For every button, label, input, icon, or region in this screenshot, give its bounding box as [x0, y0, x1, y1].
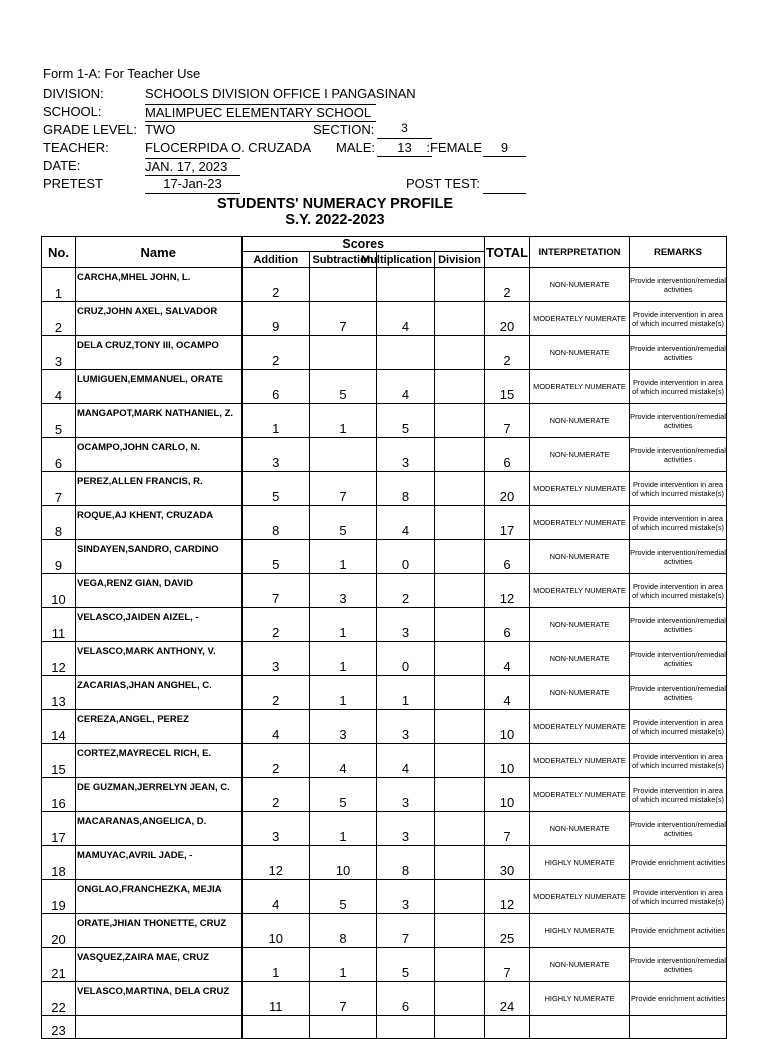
score-total: 10: [485, 710, 530, 744]
score-subtraction: 1: [310, 540, 377, 574]
score-total: 4: [485, 642, 530, 676]
score-multiplication: 4: [377, 744, 435, 778]
score-multiplication: 3: [377, 710, 435, 744]
remarks: Provide intervention/remedial activities: [630, 268, 727, 302]
student-name: DE GUZMAN,JERRELYN JEAN, C.: [76, 778, 242, 812]
score-multiplication: 4: [377, 370, 435, 404]
table-row: [42, 540, 727, 574]
score-total: [485, 1016, 530, 1039]
division-label: DIVISION:: [43, 86, 104, 101]
score-subtraction: 3: [310, 710, 377, 744]
score-division: [435, 948, 485, 982]
score-subtraction: 1: [310, 642, 377, 676]
score-addition: 3: [242, 812, 310, 846]
score-multiplication: 8: [377, 846, 435, 880]
row-number: 14: [42, 710, 76, 744]
score-multiplication: 3: [377, 880, 435, 914]
score-total: 6: [485, 540, 530, 574]
interpretation: MODERATELY NUMERATE: [530, 710, 630, 744]
score-addition: 8: [242, 506, 310, 540]
score-division: [435, 336, 485, 370]
score-division: [435, 438, 485, 472]
date-label: DATE:: [43, 158, 81, 173]
score-addition: 7: [242, 574, 310, 608]
score-subtraction: 10: [310, 846, 377, 880]
section-label: SECTION:: [313, 122, 375, 137]
score-multiplication: 0: [377, 540, 435, 574]
remarks: Provide intervention/remedial activities: [630, 642, 727, 676]
table-row: [42, 642, 727, 676]
remarks: Provide enrichment activities: [630, 846, 727, 880]
score-total: 2: [485, 268, 530, 302]
remarks: Provide intervention/remedial activities: [630, 948, 727, 982]
interpretation: [530, 1016, 630, 1039]
score-addition: 2: [242, 268, 310, 302]
table-row: [42, 778, 727, 812]
male-count: 13: [377, 140, 432, 157]
remarks: Provide intervention/remedial activities: [630, 438, 727, 472]
score-subtraction: 1: [310, 948, 377, 982]
student-name: ROQUE,AJ KHENT, CRUZADA: [76, 506, 242, 540]
row-number: 8: [42, 506, 76, 540]
score-total: 4: [485, 676, 530, 710]
interpretation: MODERATELY NUMERATE: [530, 472, 630, 506]
post-test-value: [483, 176, 526, 194]
score-subtraction: 1: [310, 608, 377, 642]
score-total: 15: [485, 370, 530, 404]
student-name: CEREZA,ANGEL, PEREZ: [76, 710, 242, 744]
interpretation: MODERATELY NUMERATE: [530, 302, 630, 336]
score-addition: 10: [242, 914, 310, 948]
score-multiplication: 1: [377, 676, 435, 710]
score-addition: 2: [242, 778, 310, 812]
remarks: Provide intervention in area of which incurred mistake(s): [630, 880, 727, 914]
school-value: MALIMPUEC ELEMENTARY SCHOOL: [145, 104, 376, 122]
score-addition: 2: [242, 608, 310, 642]
score-multiplication: 5: [377, 404, 435, 438]
row-number: 22: [42, 982, 76, 1016]
interpretation: NON-NUMERATE: [530, 642, 630, 676]
row-number: 21: [42, 948, 76, 982]
row-number: 15: [42, 744, 76, 778]
row-number: 19: [42, 880, 76, 914]
table-row: [42, 744, 727, 778]
score-addition: 3: [242, 642, 310, 676]
table-row: [42, 302, 727, 336]
student-name: CORTEZ,MAYRECEL RICH, E.: [76, 744, 242, 778]
remarks: Provide intervention/remedial activities: [630, 812, 727, 846]
table-row: [42, 472, 727, 506]
row-number: 18: [42, 846, 76, 880]
score-subtraction: 5: [310, 370, 377, 404]
row-number: 11: [42, 608, 76, 642]
score-division: [435, 880, 485, 914]
score-multiplication: [377, 268, 435, 302]
score-addition: 2: [242, 336, 310, 370]
col-header-remarks: REMARKS: [630, 237, 727, 268]
remarks: Provide intervention/remedial activities: [630, 608, 727, 642]
remarks: Provide enrichment activities: [630, 982, 727, 1016]
female-count: 9: [483, 140, 526, 157]
student-name: [76, 1016, 242, 1039]
score-division: [435, 268, 485, 302]
interpretation: HIGHLY NUMERATE: [530, 914, 630, 948]
row-number: 4: [42, 370, 76, 404]
date-value: JAN. 17, 2023: [145, 158, 240, 176]
score-subtraction: 1: [310, 676, 377, 710]
table-row: [42, 608, 727, 642]
score-multiplication: 3: [377, 608, 435, 642]
score-division: [435, 506, 485, 540]
score-addition: 11: [242, 982, 310, 1016]
pretest-value: 17-Jan-23: [145, 176, 240, 194]
table-row: [42, 880, 727, 914]
score-subtraction: 7: [310, 302, 377, 336]
row-number: 1: [42, 268, 76, 302]
score-addition: 2: [242, 744, 310, 778]
score-division: [435, 370, 485, 404]
interpretation: HIGHLY NUMERATE: [530, 982, 630, 1016]
score-subtraction: [310, 268, 377, 302]
score-addition: 6: [242, 370, 310, 404]
score-total: 24: [485, 982, 530, 1016]
remarks: [630, 1016, 727, 1039]
page-title: STUDENTS' NUMERACY PROFILE: [216, 196, 453, 212]
row-number: 12: [42, 642, 76, 676]
score-subtraction: 4: [310, 744, 377, 778]
student-name: ORATE,JHIAN THONETTE, CRUZ: [76, 914, 242, 948]
row-number: 2: [42, 302, 76, 336]
score-division: [435, 914, 485, 948]
score-multiplication: 5: [377, 948, 435, 982]
student-name: CRUZ,JOHN AXEL, SALVADOR: [76, 302, 242, 336]
score-division: [435, 1016, 485, 1039]
remarks: Provide intervention in area of which incurred mistake(s): [630, 574, 727, 608]
score-division: [435, 608, 485, 642]
col-header-scores: Scores: [242, 237, 485, 252]
score-multiplication: 7: [377, 914, 435, 948]
score-addition: 1: [242, 404, 310, 438]
student-name: VASQUEZ,ZAIRA MAE, CRUZ: [76, 948, 242, 982]
interpretation: NON-NUMERATE: [530, 540, 630, 574]
table-row: [42, 914, 727, 948]
score-addition: 2: [242, 676, 310, 710]
score-addition: 4: [242, 880, 310, 914]
interpretation: MODERATELY NUMERATE: [530, 506, 630, 540]
score-subtraction: [310, 1016, 377, 1039]
score-addition: 12: [242, 846, 310, 880]
interpretation: NON-NUMERATE: [530, 676, 630, 710]
score-subtraction: [310, 438, 377, 472]
score-total: 30: [485, 846, 530, 880]
score-total: 12: [485, 880, 530, 914]
table-row: [42, 370, 727, 404]
table-row: [42, 948, 727, 982]
student-name: MACARANAS,ANGELICA, D.: [76, 812, 242, 846]
table-row: [42, 846, 727, 880]
score-total: 10: [485, 744, 530, 778]
student-name: SINDAYEN,SANDRO, CARDINO: [76, 540, 242, 574]
score-total: 7: [485, 404, 530, 438]
row-number: 5: [42, 404, 76, 438]
remarks: Provide intervention in area of which incurred mistake(s): [630, 710, 727, 744]
score-subtraction: 8: [310, 914, 377, 948]
remarks: Provide intervention in area of which incurred mistake(s): [630, 778, 727, 812]
score-total: 20: [485, 302, 530, 336]
score-total: 7: [485, 812, 530, 846]
student-name: VELASCO,MARK ANTHONY, V.: [76, 642, 242, 676]
score-multiplication: 6: [377, 982, 435, 1016]
table-row: [42, 982, 727, 1016]
table-row: [42, 268, 727, 302]
score-subtraction: 3: [310, 574, 377, 608]
remarks: Provide intervention in area of which incurred mistake(s): [630, 472, 727, 506]
score-division: [435, 574, 485, 608]
student-name: VELASCO,MARTINA, DELA CRUZ: [76, 982, 242, 1016]
page-subtitle: S.Y. 2022-2023: [285, 212, 385, 228]
score-division: [435, 404, 485, 438]
score-multiplication: [377, 1016, 435, 1039]
table-row: [42, 404, 727, 438]
table-row: [42, 710, 727, 744]
score-subtraction: 5: [310, 506, 377, 540]
score-total: 6: [485, 608, 530, 642]
pretest-label: PRETEST: [43, 176, 103, 191]
score-division: [435, 642, 485, 676]
score-subtraction: 1: [310, 812, 377, 846]
division-value: SCHOOLS DIVISION OFFICE I PANGASINAN: [145, 86, 416, 101]
table-row: [42, 506, 727, 540]
table-row: [42, 812, 727, 846]
col-header-addition: Addition: [242, 252, 310, 268]
score-subtraction: 7: [310, 982, 377, 1016]
score-multiplication: 2: [377, 574, 435, 608]
score-division: [435, 812, 485, 846]
row-number: 23: [42, 1016, 76, 1039]
remarks: Provide intervention in area of which incurred mistake(s): [630, 744, 727, 778]
remarks: Provide intervention/remedial activities: [630, 540, 727, 574]
numeracy-table: [41, 236, 727, 1039]
interpretation: MODERATELY NUMERATE: [530, 744, 630, 778]
score-division: [435, 744, 485, 778]
row-number: 17: [42, 812, 76, 846]
score-subtraction: [310, 336, 377, 370]
teacher-label: TEACHER:: [43, 140, 109, 155]
remarks: Provide intervention in area of which incurred mistake(s): [630, 302, 727, 336]
score-subtraction: 7: [310, 472, 377, 506]
row-number: 13: [42, 676, 76, 710]
table-row: [42, 676, 727, 710]
score-division: [435, 472, 485, 506]
female-label: FEMALE:: [426, 140, 482, 155]
col-header-division: Division: [435, 252, 485, 268]
score-subtraction: 5: [310, 778, 377, 812]
score-total: 6: [485, 438, 530, 472]
col-header-interpretation: INTERPRETATION: [530, 237, 630, 268]
interpretation: MODERATELY NUMERATE: [530, 778, 630, 812]
score-addition: 5: [242, 472, 310, 506]
student-name: VEGA,RENZ GIAN, DAVID: [76, 574, 242, 608]
row-number: 16: [42, 778, 76, 812]
score-total: 7: [485, 948, 530, 982]
student-name: CARCHA,MHEL JOHN, L.: [76, 268, 242, 302]
student-name: MAMUYAC,AVRIL JADE, -: [76, 846, 242, 880]
post-test-label: POST TEST:: [406, 176, 480, 191]
score-multiplication: 4: [377, 302, 435, 336]
remarks: Provide intervention/remedial activities: [630, 336, 727, 370]
score-total: 25: [485, 914, 530, 948]
score-division: [435, 846, 485, 880]
score-multiplication: 0: [377, 642, 435, 676]
col-header-total: TOTAL: [485, 237, 530, 268]
score-multiplication: 3: [377, 778, 435, 812]
score-multiplication: 8: [377, 472, 435, 506]
interpretation: NON-NUMERATE: [530, 268, 630, 302]
table-row: [42, 438, 727, 472]
score-multiplication: 4: [377, 506, 435, 540]
row-number: 6: [42, 438, 76, 472]
remarks: Provide intervention/remedial activities: [630, 676, 727, 710]
student-name: OCAMPO,JOHN CARLO, N.: [76, 438, 242, 472]
col-header-multiplication: Multiplication: [377, 252, 435, 268]
score-multiplication: 3: [377, 812, 435, 846]
row-number: 10: [42, 574, 76, 608]
grade-level-label: GRADE LEVEL:: [43, 122, 137, 137]
form-label: Form 1-A: For Teacher Use: [43, 66, 201, 81]
student-name: LUMIGUEN,EMMANUEL, ORATE: [76, 370, 242, 404]
score-division: [435, 710, 485, 744]
student-name: PEREZ,ALLEN FRANCIS, R.: [76, 472, 242, 506]
score-total: 2: [485, 336, 530, 370]
remarks: Provide intervention in area of which incurred mistake(s): [630, 506, 727, 540]
col-header-name: Name: [76, 237, 242, 268]
score-addition: [242, 1016, 310, 1039]
interpretation: NON-NUMERATE: [530, 404, 630, 438]
interpretation: NON-NUMERATE: [530, 948, 630, 982]
interpretation: MODERATELY NUMERATE: [530, 370, 630, 404]
interpretation: HIGHLY NUMERATE: [530, 846, 630, 880]
score-division: [435, 778, 485, 812]
row-number: 9: [42, 540, 76, 574]
score-addition: 9: [242, 302, 310, 336]
col-header-no: No.: [42, 237, 76, 268]
interpretation: NON-NUMERATE: [530, 336, 630, 370]
score-subtraction: 5: [310, 880, 377, 914]
score-division: [435, 302, 485, 336]
row-number: 3: [42, 336, 76, 370]
table-row: [42, 574, 727, 608]
table-row: [42, 1016, 727, 1039]
section-value: 3: [377, 121, 432, 139]
student-name: ZACARIAS,JHAN ANGHEL, C.: [76, 676, 242, 710]
remarks: Provide enrichment activities: [630, 914, 727, 948]
teacher-value: FLOCERPIDA O. CRUZADA: [145, 140, 312, 155]
student-name: ONGLAO,FRANCHEZKA, MEJIA: [76, 880, 242, 914]
student-name: VELASCO,JAIDEN AIZEL, -: [76, 608, 242, 642]
grade-level-value: TWO: [145, 122, 176, 137]
row-number: 7: [42, 472, 76, 506]
col-header-subtraction: Subtraction: [310, 252, 377, 268]
remarks: Provide intervention/remedial activities: [630, 404, 727, 438]
score-addition: 3: [242, 438, 310, 472]
student-name: DELA CRUZ,TONY III, OCAMPO: [76, 336, 242, 370]
score-total: 10: [485, 778, 530, 812]
score-total: 17: [485, 506, 530, 540]
score-multiplication: 3: [377, 438, 435, 472]
score-total: 12: [485, 574, 530, 608]
score-addition: 1: [242, 948, 310, 982]
score-addition: 5: [242, 540, 310, 574]
school-label: SCHOOL:: [43, 104, 102, 119]
interpretation: NON-NUMERATE: [530, 438, 630, 472]
row-number: 20: [42, 914, 76, 948]
score-multiplication: [377, 336, 435, 370]
score-division: [435, 982, 485, 1016]
remarks: Provide intervention in area of which incurred mistake(s): [630, 370, 727, 404]
interpretation: MODERATELY NUMERATE: [530, 880, 630, 914]
score-division: [435, 676, 485, 710]
score-subtraction: 1: [310, 404, 377, 438]
score-addition: 4: [242, 710, 310, 744]
student-name: MANGAPOT,MARK NATHANIEL, Z.: [76, 404, 242, 438]
interpretation: MODERATELY NUMERATE: [530, 574, 630, 608]
score-total: 20: [485, 472, 530, 506]
male-label: MALE:: [336, 140, 376, 155]
interpretation: NON-NUMERATE: [530, 608, 630, 642]
score-division: [435, 540, 485, 574]
table-row: [42, 336, 727, 370]
interpretation: NON-NUMERATE: [530, 812, 630, 846]
